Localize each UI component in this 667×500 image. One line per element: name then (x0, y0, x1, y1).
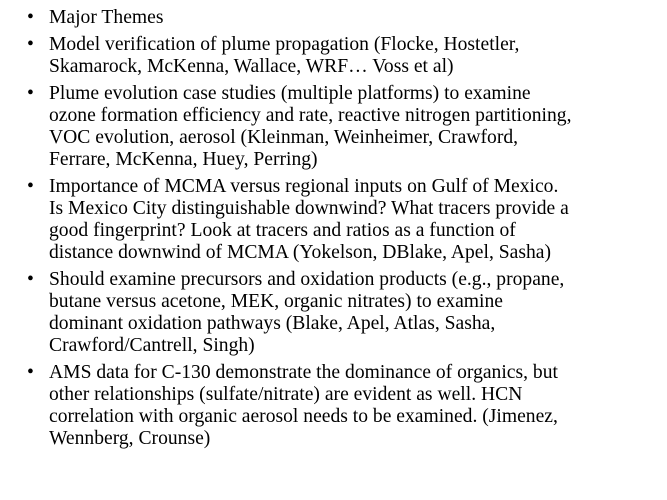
bullet-text (49, 83, 667, 171)
bullet-text-line: distance downwind of MCMA (Yokelson, DBlake, Apel, Sasha) (49, 242, 551, 263)
bullet-text-line: correlation with organic aerosol needs to be examined. (Jimenez, (49, 406, 558, 427)
bullet-text (49, 362, 667, 450)
bullet-text-line: other relationships (sulfate/nitrate) are evident as well. HCN (49, 384, 523, 405)
bullet-text (49, 176, 667, 264)
bullet-text-line: AMS data for C-130 demonstrate the dominance of organics, but (49, 362, 558, 383)
bullet-text (49, 7, 667, 29)
bullet-item (0, 176, 667, 264)
bullet-text-line: Is Mexico City distinguishable downwind? What tracers provide a (49, 198, 569, 219)
bullet-text-line: good fingerprint? Look at tracers and ratios as a function of (49, 220, 516, 241)
bullet-text-line: VOC evolution, aerosol (Kleinman, Weinheimer, Crawford, (49, 127, 519, 148)
bullet-marker: • (27, 176, 34, 197)
bullet-text-line: Importance of MCMA versus regional inputs on Gulf of Mexico. (49, 176, 559, 197)
bullet-text-line: Crawford/Cantrell, Singh) (49, 335, 255, 356)
bullet-item (0, 7, 667, 29)
bullet-marker: • (27, 269, 34, 290)
bullet-text (49, 34, 667, 78)
bullet-marker: • (27, 7, 34, 28)
bullet-text-line: Should examine precursors and oxidation products (e.g., propane, (49, 269, 565, 290)
bullet-text-line: dominant oxidation pathways (Blake, Apel, Atlas, Sasha, (49, 313, 496, 334)
bullet-text-line: Ferrare, McKenna, Huey, Perring) (49, 149, 318, 170)
bullet-text-line: ozone formation efficiency and rate, reactive nitrogen partitioning, (49, 105, 572, 126)
bullet-marker: • (27, 34, 34, 55)
bullet-item (0, 362, 667, 450)
bullet-text (49, 269, 667, 357)
bullet-text-line: Model verification of plume propagation (Flocke, Hostetler, (49, 34, 520, 55)
bullet-list (0, 7, 667, 455)
bullet-item (0, 34, 667, 78)
bullet-text-line: Wennberg, Crounse) (49, 428, 211, 449)
bullet-item (0, 83, 667, 171)
bullet-text-line: butane versus acetone, MEK, organic nitrates) to examine (49, 291, 503, 312)
bullet-text-line: Skamarock, McKenna, Wallace, WRF… Voss et al) (49, 56, 454, 77)
bullet-text-line: Major Themes (49, 7, 164, 28)
bullet-item (0, 269, 667, 357)
bullet-marker: • (27, 362, 34, 383)
bullet-text-line: Plume evolution case studies (multiple platforms) to examine (49, 83, 531, 104)
bullet-marker: • (27, 83, 34, 104)
